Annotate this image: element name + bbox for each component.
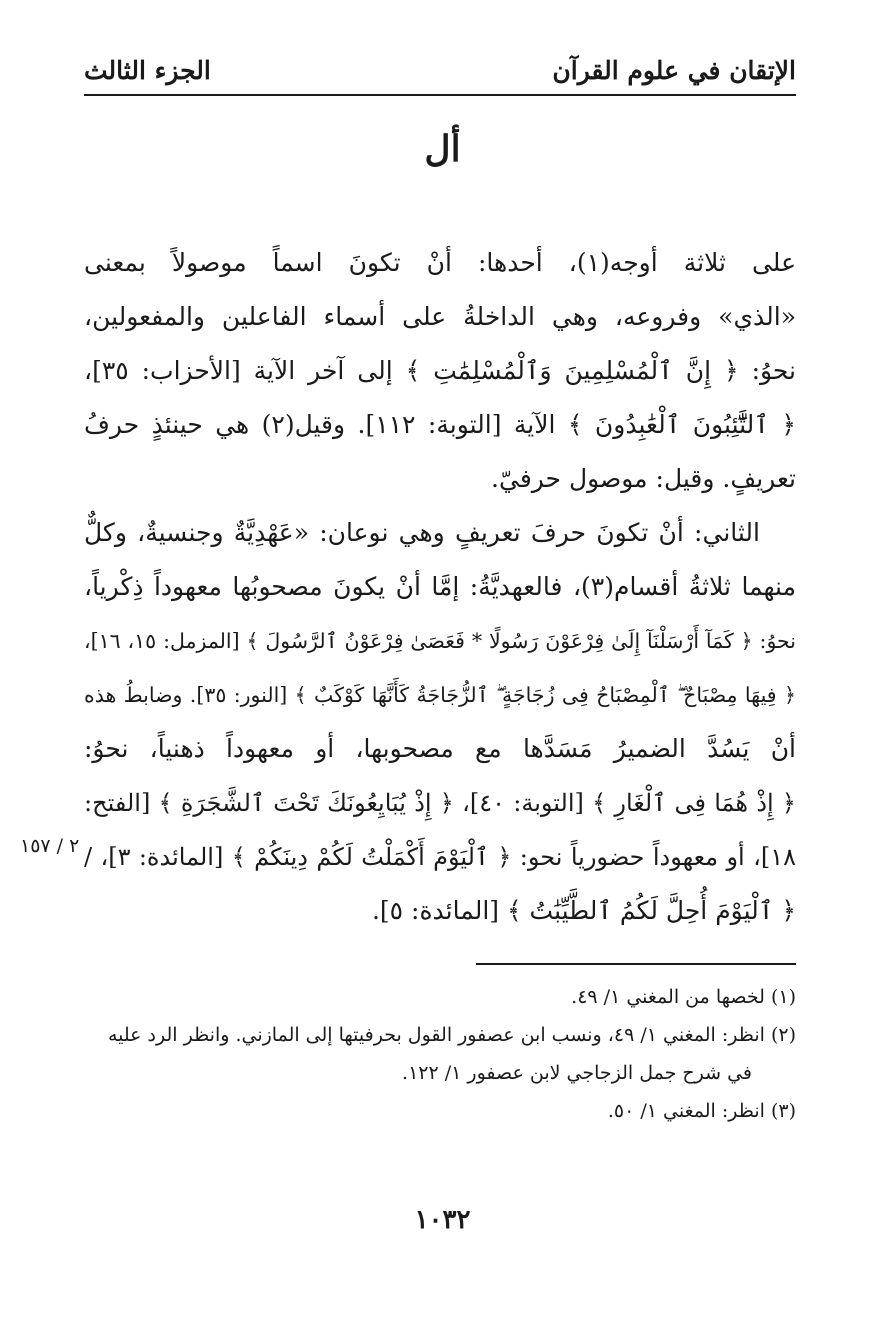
body-line: «الذي» وفروعه، وهي الداخلةُ على أسماء الفاعلين والمفعولين، <box>84 302 796 331</box>
footnote-divider <box>476 963 796 965</box>
footnotes <box>84 978 796 1130</box>
section-title: أل <box>424 128 461 170</box>
body-line: تعريفٍ. وقيل: موصول حرفيّ. <box>491 464 796 493</box>
body-line: ١٨]، أو معهوداً حضورياً نحو: ﴿ ٱلْيَوْمَ أَكْمَلْتُ لَكُمْ دِينَكُمْ ﴾ [المائدة: ٣]، / <box>84 843 796 871</box>
book-title: الإتقان في علوم القرآن <box>552 56 796 85</box>
body-line: الثاني: أنْ تكونَ حرفَ تعريفٍ وهي نوعان: «عَهْدِيَّةٌ وجنسيةٌ، وكلٌّ <box>84 518 760 547</box>
footnote: (٣) انظر: المغني ١/ ٥٠. <box>607 1100 796 1122</box>
body-line: أنْ يَسُدَّ الضميرُ مَسَدَّها مع مصحوبها، أو معهوداً ذهنياً، نحوُ: <box>84 734 796 763</box>
body-line: ﴿ ٱلْيَوْمَ أُحِلَّ لَكُمُ ٱلطَّيِّبَٰتُ ﴾ [المائدة: ٥]. <box>371 896 796 925</box>
page-number: ١٠٣٢ <box>414 1205 471 1235</box>
body-line: ﴿ ٱلتَّٰٓئِبُونَ ٱلْعَٰبِدُونَ ﴾ الآية [التوبة: ١١٢]. وقيل(٢) هي حينئذٍ حرفُ <box>84 410 796 439</box>
margin-page-reference: ٢ / ١٥٧ <box>20 835 80 857</box>
running-header <box>84 50 796 96</box>
body-line: ﴿ فِيهَا مِصْبَاحٌ ۖ ٱلْمِصْبَاحُ فِى زُجَاجَةٍ ۖ ٱلزُّجَاجَةُ كَأَنَّهَا كَوْكَبٌ ﴾ [النور: ٣٥]. وضابطُ هذه <box>84 683 797 707</box>
footnote: (٢) انظر: المغني ١/ ٤٩، ونسب ابن عصفور القول بحرفيتها إلى المازني. وانظر الرد عليه <box>107 1024 796 1046</box>
body-line: ﴿ إِذْ هُمَا فِى ٱلْغَارِ ﴾ [التوبة: ٤٠]، ﴿ إِذْ يُبَايِعُونَكَ تَحْتَ ٱلشَّجَرَةِ ﴾ [الفتح: <box>84 789 796 817</box>
body-line: منهما ثلاثةُ أقسام(٣)، فالعهديَّةُ: إمَّا أنْ يكونَ مصحوبُها معهوداً ذِكْرياً، <box>84 572 796 601</box>
footnote-continuation: في شرح جمل الزجاجي لابن عصفور ١/ ١٢٢. <box>402 1062 752 1084</box>
body-line: نحوُ: ﴿ إِنَّ ٱلْمُسْلِمِينَ وَٱلْمُسْلِمَٰتِ ﴾ إلى آخر الآية [الأحزاب: ٣٥]، <box>84 356 796 385</box>
body-line: نحوُ: ﴿ كَمَآ أَرْسَلْنَآ إِلَىٰ فِرْعَوْنَ رَسُولًا * فَعَصَىٰ فِرْعَوْنُ ٱلرَّسُولَ ﴾ [المزمل: ١٥، ١٦]، <box>84 629 796 653</box>
body-line: على ثلاثة أوجه(١)، أحدها: أنْ تكونَ اسماً موصولاً بمعنى <box>84 248 796 277</box>
part-label: الجزء الثالث <box>84 56 211 85</box>
body-text <box>84 236 796 938</box>
footnote: (١) لخصها من المغني ١/ ٤٩. <box>571 986 796 1008</box>
